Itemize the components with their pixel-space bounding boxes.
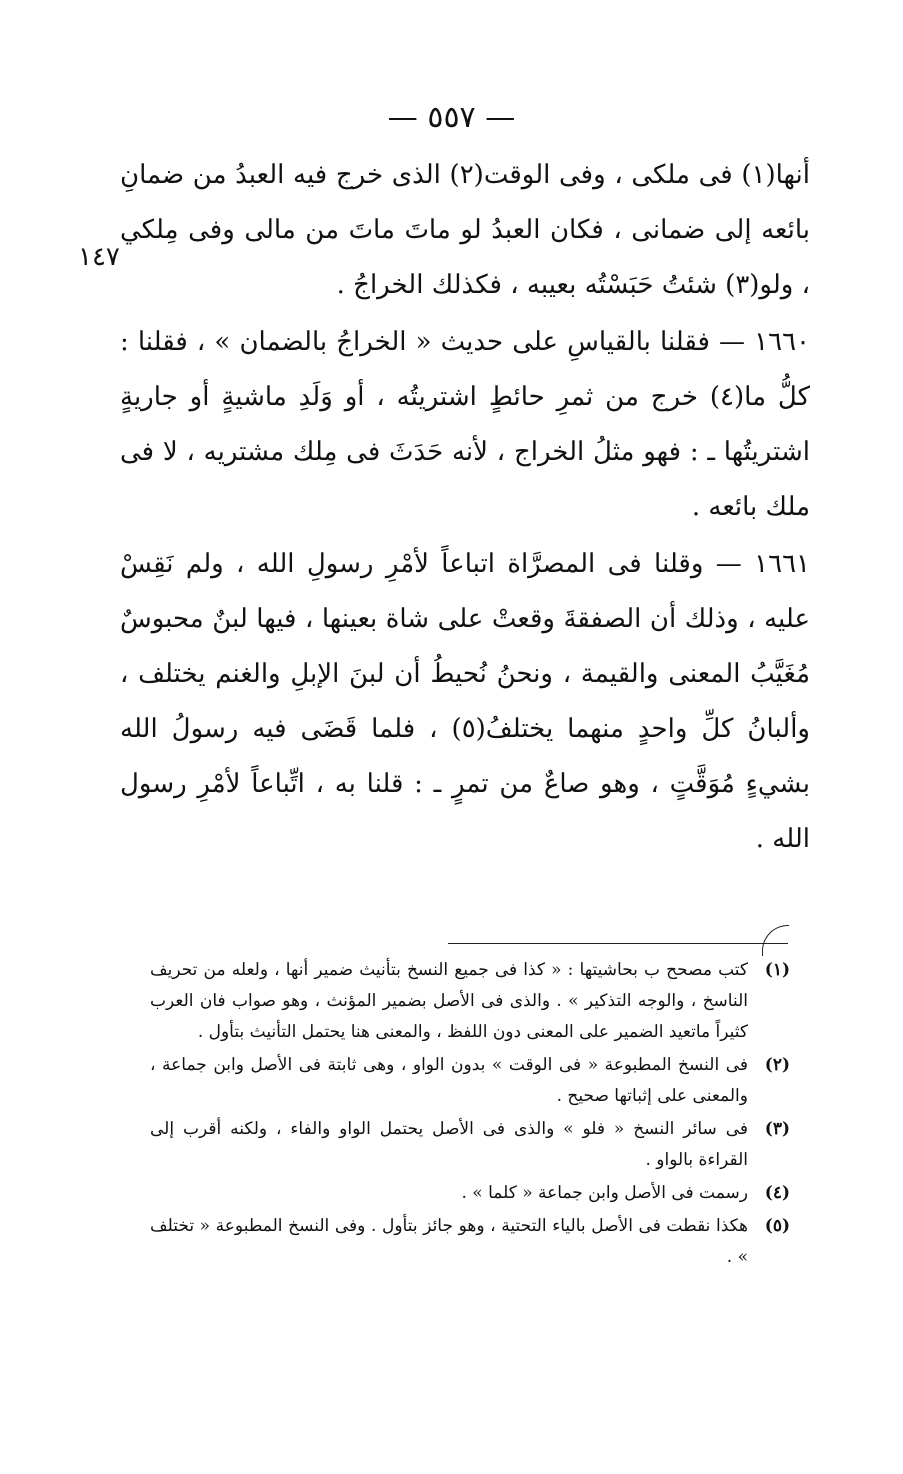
footnote-text: رسمت فى الأصل وابن جماعة « كلما » . [461, 1183, 748, 1203]
footnote-number: (٢) [764, 1055, 790, 1075]
page-number: — ٥٥٧ — [387, 100, 516, 135]
footnote-text: فى سائر النسخ « فلو » والذى فى الأصل يحتمل الواو والفاء ، ولكنه أقرب إلى القراءة بالواو . [150, 1119, 748, 1170]
footnote [150, 1114, 790, 1176]
footnote [150, 1050, 790, 1112]
footnote-number: (٣) [764, 1119, 790, 1139]
footnote [150, 1211, 790, 1273]
footnote-number: (١) [764, 960, 790, 980]
paragraph: أنها(١) فى ملكى ، وفى الوقت(٢) الذى خرج فيه العبدُ من ضمانِ بائعه إلى ضمانى ، فكان العبدُ لو ماتَ ماتَ من مالى وفى مِلكي ، ولو(٣) شئتُ حَبَسْتُه بعيبه ، فكذلك الخراجُ . [120, 160, 810, 300]
footnote-number: (٤) [764, 1183, 790, 1203]
footnote-divider [448, 943, 788, 944]
footnote-divider-hook [762, 925, 789, 956]
footnote-text: هكذا نقطت فى الأصل بالياء التحتية ، وهو جائز بتأول . وفى النسخ المطبوعة « تختلف » . [150, 1216, 748, 1267]
footnote [150, 955, 790, 1048]
margin-number: ١٤٧ [78, 242, 120, 272]
footnote [150, 1178, 790, 1209]
paragraph: ١٦٦٠ — فقلنا بالقياسِ على حديث « الخراجُ بالضمان » ، فقلنا : كلُّ ما(٤) خرج من ثمرِ حائطٍ اشتريتُه ، أو وَلَدِ ماشيةٍ أو جاريةٍ اشتريتُها ـ : فهو مثلُ الخراج ، لأنه حَدَثَ فى مِلك مشتريه ، لا فى ملك بائعه . [120, 327, 810, 522]
paragraph: ١٦٦١ — وقلنا فى المصرَّاة اتباعاً لأمْرِ رسولِ الله ، ولم نَقِسْ عليه ، وذلك أن الصفقةَ وقعتْ على شاة بعينها ، فيها لبنٌ محبوسٌ مُغَيَّبُ المعنى والقيمة ، ونحنُ نُحيطُ أن لبنَ الإبلِ والغنم يختلف ، وألبانُ كلِّ واحدٍ منهما يختلفُ(٥) ، فلما قَضَى فيه رسولُ الله بشيءٍ مُوَقَّتٍ ، وهو صاعٌ من تمرٍ ـ : قلنا به ، اتِّباعاً لأمْرِ رسول الله . [120, 549, 810, 854]
main-text [120, 148, 810, 867]
footnote-number: (٥) [764, 1216, 790, 1236]
footnote-text: كتب مصحح ب بحاشيتها : « كذا فى جميع النسخ بتأنيث ضمير أنها ، ولعله من تحريف الناسخ ، والوجه التذكير » . والذى فى الأصل بضمير المؤنث ، وهو صواب فان العرب كثيراً ماتعيد الضمير على المعنى دون اللفظ ، والمعنى هنا يحتمل التأنيث بتأول . [150, 960, 748, 1042]
footnote-text: فى النسخ المطبوعة « فى الوقت » بدون الواو ، وهى ثابتة فى الأصل وابن جماعة ، والمعنى على إثباتها صحيح . [150, 1055, 748, 1106]
footnotes [150, 955, 790, 1273]
